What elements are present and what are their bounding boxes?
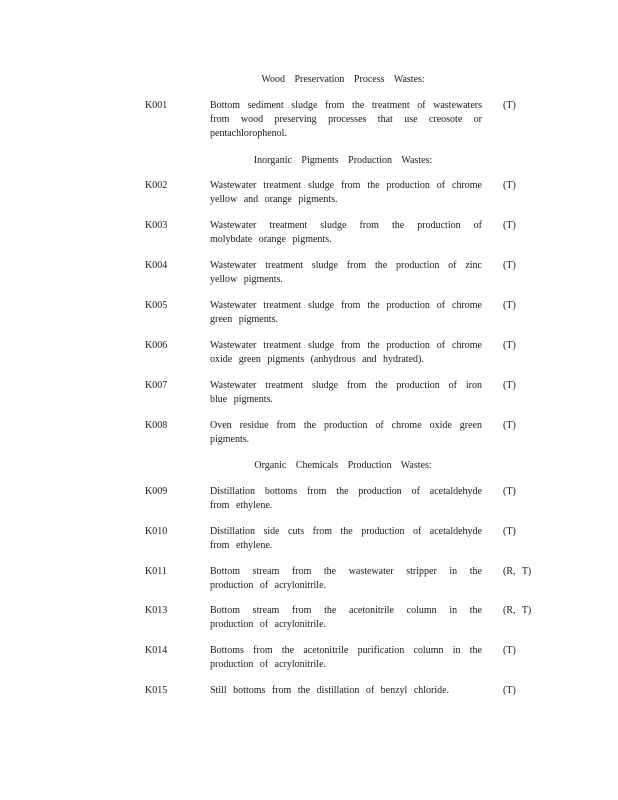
waste-code: K013 <box>145 605 168 616</box>
hazard-code: (T) <box>503 220 516 231</box>
waste-code: K004 <box>145 260 168 271</box>
waste-code: K003 <box>145 220 168 231</box>
hazard-code: (T) <box>503 645 516 656</box>
hazard-code: (T) <box>503 685 516 696</box>
waste-code: K008 <box>145 420 168 431</box>
hazard-code: (T) <box>503 180 516 191</box>
waste-description: Bottom sediment sludge from the treatment of wastewaters from wood preserving processes that use creosote or pentachlorophenol. <box>210 100 482 139</box>
waste-code: K002 <box>145 180 168 191</box>
waste-description: Wastewater treatment sludge from the production of chrome green pigments. <box>210 300 482 325</box>
section-heading-wood-preservation: Wood Preservation Process Wastes: <box>261 74 425 85</box>
hazard-code: (T) <box>503 420 516 431</box>
hazard-code: (T) <box>503 100 516 111</box>
hazard-code: (T) <box>503 340 516 351</box>
waste-description: Still bottoms from the distillation of benzyl chloride. <box>210 685 450 696</box>
hazard-code: (T) <box>503 526 516 537</box>
waste-code: K005 <box>145 300 168 311</box>
waste-code: K006 <box>145 340 168 351</box>
waste-code: K009 <box>145 486 168 497</box>
waste-code: K007 <box>145 380 168 391</box>
waste-code: K015 <box>145 685 168 696</box>
waste-description: Wastewater treatment sludge from the production of zinc yellow pigments. <box>210 260 482 285</box>
section-heading-inorganic-pigments: Inorganic Pigments Production Wastes: <box>253 155 433 166</box>
waste-description: Wastewater treatment sludge from the production of iron blue pigments. <box>210 380 482 405</box>
hazard-code: (T) <box>503 260 516 271</box>
waste-description: Bottom stream from the acetonitrile column in the production of acrylonitrile. <box>210 605 482 630</box>
waste-description: Bottoms from the acetonitrile purification column in the production of acrylonitrile. <box>210 645 482 670</box>
waste-code: K001 <box>145 100 168 111</box>
hazard-code: (R, T) <box>503 605 532 616</box>
waste-description: Distillation side cuts from the production of acetaldehyde from ethylene. <box>210 526 482 551</box>
waste-description: Bottom stream from the wastewater stripper in the production of acrylonitrile. <box>210 566 482 591</box>
hazard-code: (T) <box>503 300 516 311</box>
waste-description: Distillation bottoms from the production of acetaldehyde from ethylene. <box>210 486 482 511</box>
waste-description: Wastewater treatment sludge from the production of molybdate orange pigments. <box>210 220 482 245</box>
waste-code: K010 <box>145 526 168 537</box>
waste-description: Oven residue from the production of chrome oxide green pigments. <box>210 420 482 445</box>
waste-description: Wastewater treatment sludge from the production of chrome oxide green pigments (anhydrous and hydrated). <box>210 340 482 365</box>
hazard-code: (T) <box>503 380 516 391</box>
section-heading-organic-chemicals: Organic Chemicals Production Wastes: <box>254 460 432 471</box>
hazard-code: (R, T) <box>503 566 532 577</box>
waste-code: K014 <box>145 645 168 656</box>
waste-description: Wastewater treatment sludge from the production of chrome yellow and orange pigments. <box>210 180 482 205</box>
waste-code: K011 <box>145 566 167 577</box>
hazard-code: (T) <box>503 486 516 497</box>
